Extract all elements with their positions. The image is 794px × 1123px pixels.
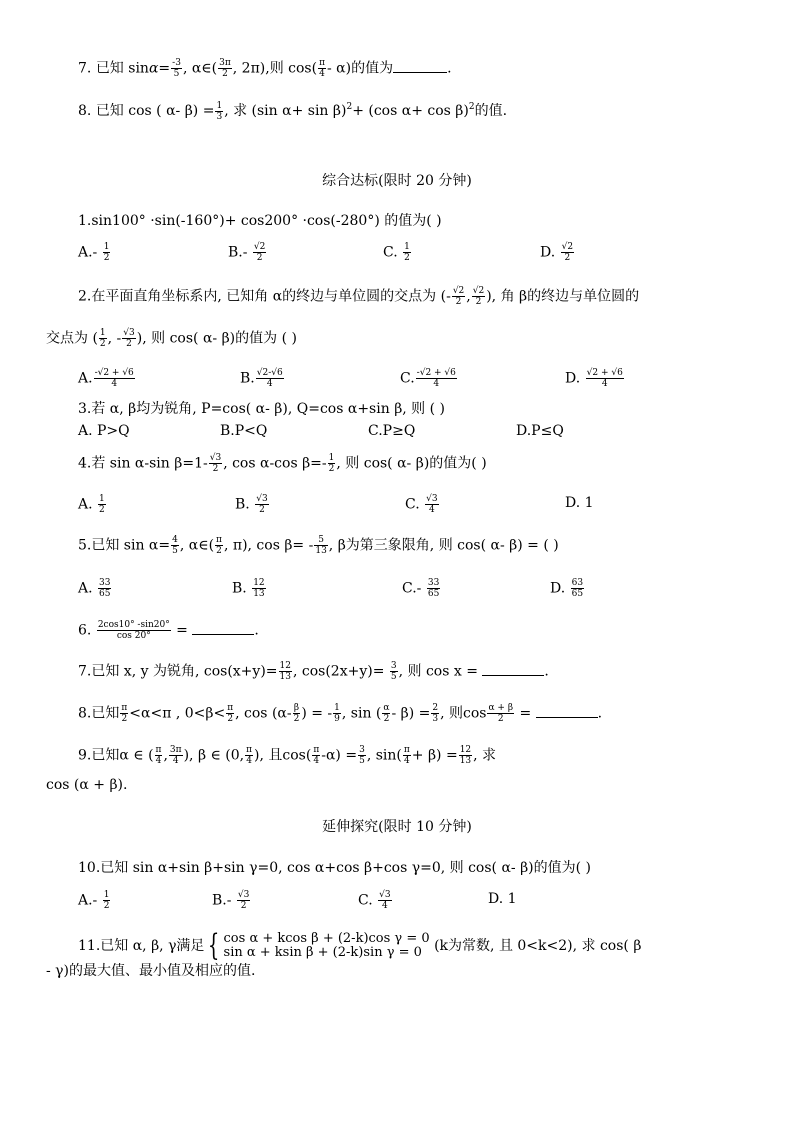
question-2-option-a[interactable]: A. $\frac{-√2 + √6}{4}$ <box>78 368 134 389</box>
section-title-comprehensive: 综合达标(限时 20 分钟) <box>322 173 472 189</box>
question-4-option-d[interactable]: D. 1 <box>565 495 594 511</box>
question-7: 7.已知 x, y 为锐角, cos(x+y)= $\frac{12}{13}$ , cos(2x+y)= $\frac{3}{5}$ , 则 cos x = . <box>78 661 549 682</box>
question-1-option-d[interactable]: D. $\frac{√2}{2}$ <box>540 242 574 263</box>
question-2-stem-line1: 2.在平面直角坐标系内, 已知角 α的终边与单位圆的交点为 (- $\frac{√2}{2}$ , $\frac{√2}{2}$ ), 角 β的终边与单位圆的 <box>78 286 640 307</box>
question-1-stem: 1.sin100° ·sin(-160°)+ cos200° ·cos(-280°) 的值为( ) <box>78 213 442 229</box>
fraction: $\frac{1}{3}$ <box>216 100 223 122</box>
question-3-option-d[interactable]: D.P≤Q <box>516 423 564 439</box>
question-2-stem-line2: 交点为 ( $\frac{1}{2}$ , - $\frac{√3}{2}$ ), 则 cos( α- β)的值为 ( ) <box>46 328 297 349</box>
question-4-option-a[interactable]: A. $\frac{1}{2}$ <box>78 494 105 515</box>
equation-system: cos α + kcos β + (2-k)cos γ = 0 sin α + ksin β + (2-k)sin γ = 0 <box>223 931 430 960</box>
brace-symbol: { <box>208 928 220 963</box>
question-5-option-c[interactable]: C.- $\frac{33}{65}$ <box>402 578 440 599</box>
answer-blank[interactable] <box>536 705 598 718</box>
question-4-option-b[interactable]: B. $\frac{√3}{2}$ <box>235 494 268 515</box>
question-10-option-d[interactable]: D. 1 <box>488 891 517 907</box>
question-5-stem: 5.已知 sin α= $\frac{4}{5}$ , α∈( $\frac{\pi}{2}$ , π), cos β= - $\frac{5}{13}$ , β为第三象限角, 则 cos( α- β) = ( ) <box>78 535 559 556</box>
question-6: 6. $\frac{2\cos 10^\circ -\sin 20^\circ}{\cos 20^\circ}$ = . <box>78 620 259 641</box>
answer-blank[interactable] <box>192 622 254 635</box>
fraction: $\frac{\pi}{4}$ <box>319 58 325 79</box>
question-3-stem: 3.若 α, β均为锐角, P=cos( α- β), Q=cos α+sin β, 则 ( ) <box>78 401 446 417</box>
question-9-line2: cos (α + β). <box>46 777 128 793</box>
question-2-option-c[interactable]: C. $\frac{-√2 + √6}{4}$ <box>400 368 456 389</box>
question-2-option-b[interactable]: B. $\frac{√2-√6}{4}$ <box>240 368 283 389</box>
question-5-option-a[interactable]: A. $\frac{33}{65}$ <box>78 578 111 599</box>
question-4-option-c[interactable]: C. $\frac{√3}{4}$ <box>405 494 438 515</box>
question-2-option-d[interactable]: D. $\frac{√2 + √6}{4}$ <box>565 368 623 389</box>
question-8: 8.已知 $\frac{\pi}{2}$ <α<π , 0<β< $\frac{\pi}{2}$ , cos (α- $\frac{\beta}{2}$ ) = - $\frac{1}{9}$ , sin ( $\frac{\alpha}{2}$ - β) = $\frac{2}{3}$ , 则cos $\frac{\alpha + \beta}{2}$ = . <box>78 703 603 724</box>
problem-8-top: 8. 已知 cos ( α- β) = $\frac{1}{3}$ , 求 (sin α+ sin β)$^2$+ (cos α+ cos β)$^2$的值. <box>78 100 508 122</box>
question-10-option-c[interactable]: C. $\frac{√3}{4}$ <box>358 890 391 911</box>
question-1-option-b[interactable]: B.- $\frac{√2}{2}$ <box>228 242 266 263</box>
question-10-stem: 10.已知 sin α+sin β+sin γ=0, cos α+cos β+cos γ=0, 则 cos( α- β)的值为( ) <box>78 860 592 876</box>
problem-7-top: 7. 已知 sinα= $\frac{-3}{5}$ , α∈( $\frac{3\pi}{2}$ , 2π),则 cos( $\frac{\pi}{4}$ - α)的值为 . <box>78 58 452 79</box>
fraction: $\frac{-3}{5}$ <box>172 58 181 79</box>
question-3-option-c[interactable]: C.P≥Q <box>368 423 416 439</box>
question-4-stem: 4.若 sin α-sin β=1- $\frac{√3}{2}$ , cos α-cos β=- $\frac{1}{2}$ , 则 cos( α- β)的值为( ) <box>78 453 487 474</box>
question-5-option-d[interactable]: D. $\frac{63}{65}$ <box>550 578 584 599</box>
question-1-option-a[interactable]: A.- $\frac{1}{2}$ <box>78 242 110 263</box>
fraction: $\frac{3\pi}{2}$ <box>219 58 231 79</box>
question-9-line1: 9.已知α ∈ ( $\frac{\pi}{4}$ , $\frac{3\pi}{4}$ ), β ∈ (0, $\frac{\pi}{4}$ ), 且cos( $\frac{\pi}{4}$ -α) = $\frac{3}{5}$ , sin( $\frac{\pi}{4}$ + β) = $\frac{12}{13}$ , 求 <box>78 745 497 766</box>
answer-blank[interactable] <box>393 60 447 73</box>
question-1-option-c[interactable]: C. $\frac{1}{2}$ <box>383 242 410 263</box>
question-5-option-b[interactable]: B. $\frac{12}{13}$ <box>232 578 265 599</box>
question-10-option-b[interactable]: B.- $\frac{√3}{2}$ <box>212 890 250 911</box>
question-11-line1: 11.已知 α, β, γ满足 { cos α + kcos β + (2-k)cos γ = 0 sin α + ksin β + (2-k)sin γ = 0 (k为常数, 且 0<k<2), 求 cos( β <box>78 928 642 963</box>
question-3-option-a[interactable]: A. P>Q <box>78 423 130 439</box>
answer-blank[interactable] <box>482 663 544 676</box>
question-3-option-b[interactable]: B.P<Q <box>220 423 268 439</box>
question-11-line2: - γ)的最大值、最小值及相应的值. <box>46 963 256 979</box>
section-title-extension: 延伸探究(限时 10 分钟) <box>322 819 472 835</box>
question-10-option-a[interactable]: A.- $\frac{1}{2}$ <box>78 890 110 911</box>
